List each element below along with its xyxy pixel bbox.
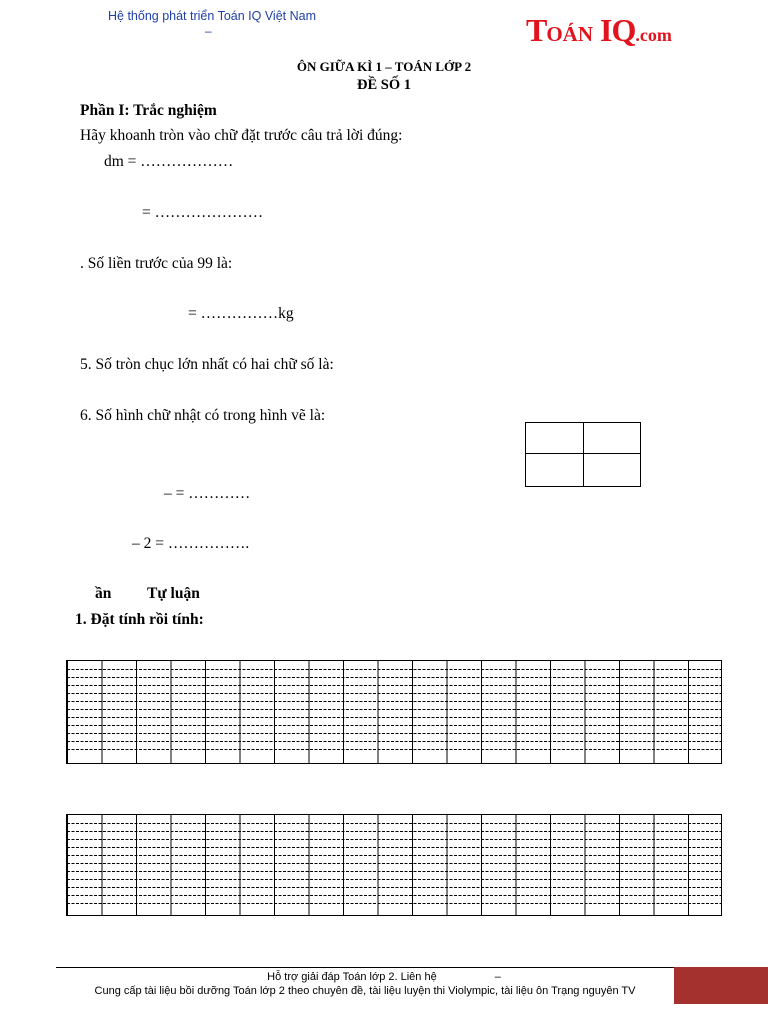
question-2: = ………………… xyxy=(142,204,264,221)
part2-heading: Tự luận xyxy=(147,585,200,602)
figure-horizontal-line xyxy=(526,453,640,454)
question-1: dm = ……………… xyxy=(104,153,234,170)
grid-dashed-rows xyxy=(67,661,721,763)
question-4: = ……………kg xyxy=(188,305,294,322)
logo-dotcom: .com xyxy=(635,25,672,45)
exam-number: ĐỀ SỐ 1 xyxy=(357,77,411,93)
grid-dashed-rows xyxy=(67,815,721,915)
question-3: . Số liền trước của 99 là: xyxy=(80,255,233,272)
rectangle-figure xyxy=(525,422,641,487)
header-org: Hệ thống phát triển Toán IQ Việt Nam xyxy=(108,9,316,23)
part2-heading-prefix: ần xyxy=(95,585,112,602)
logo-iq: IQ xyxy=(593,12,636,48)
logo-letter-t: T xyxy=(526,12,547,48)
question-7: – = ………… xyxy=(164,485,251,502)
footer-contact-dash: – xyxy=(494,971,501,983)
question-5: 5. Số tròn chục lớn nhất có hai chữ số là: xyxy=(80,356,334,373)
part1-instruction: Hãy khoanh tròn vào chữ đặt trước câu trả lời đúng: xyxy=(80,127,403,144)
question-8: – 2 = ……………. xyxy=(132,535,250,552)
logo-small-text: OÁN xyxy=(546,22,594,46)
footer-contact-text: Hỗ trợ giải đáp Toán lớp 2. Liên hệ xyxy=(267,971,437,983)
part2-question-1: 1. Đặt tính rồi tính: xyxy=(75,611,204,628)
exam-title: ÔN GIỮA KÌ 1 – TOÁN LỚP 2 xyxy=(296,59,472,74)
logo xyxy=(526,12,672,49)
footer-contact xyxy=(0,971,768,983)
question-6: 6. Số hình chữ nhật có trong hình vẽ là: xyxy=(80,407,326,424)
calculation-grid-1 xyxy=(66,660,722,764)
part1-heading: Phần I: Trắc nghiệm xyxy=(80,102,217,119)
footer-description: Cung cấp tài liệu bồi dưỡng Toán lớp 2 theo chuyên đề, tài liệu luyện thi Violympic, tài liệu ôn Trạng nguyên TV xyxy=(94,985,636,997)
header-dash: – xyxy=(205,24,212,38)
calculation-grid-2 xyxy=(66,814,722,916)
footer-divider xyxy=(56,967,674,968)
figure-vertical-line xyxy=(583,423,584,486)
